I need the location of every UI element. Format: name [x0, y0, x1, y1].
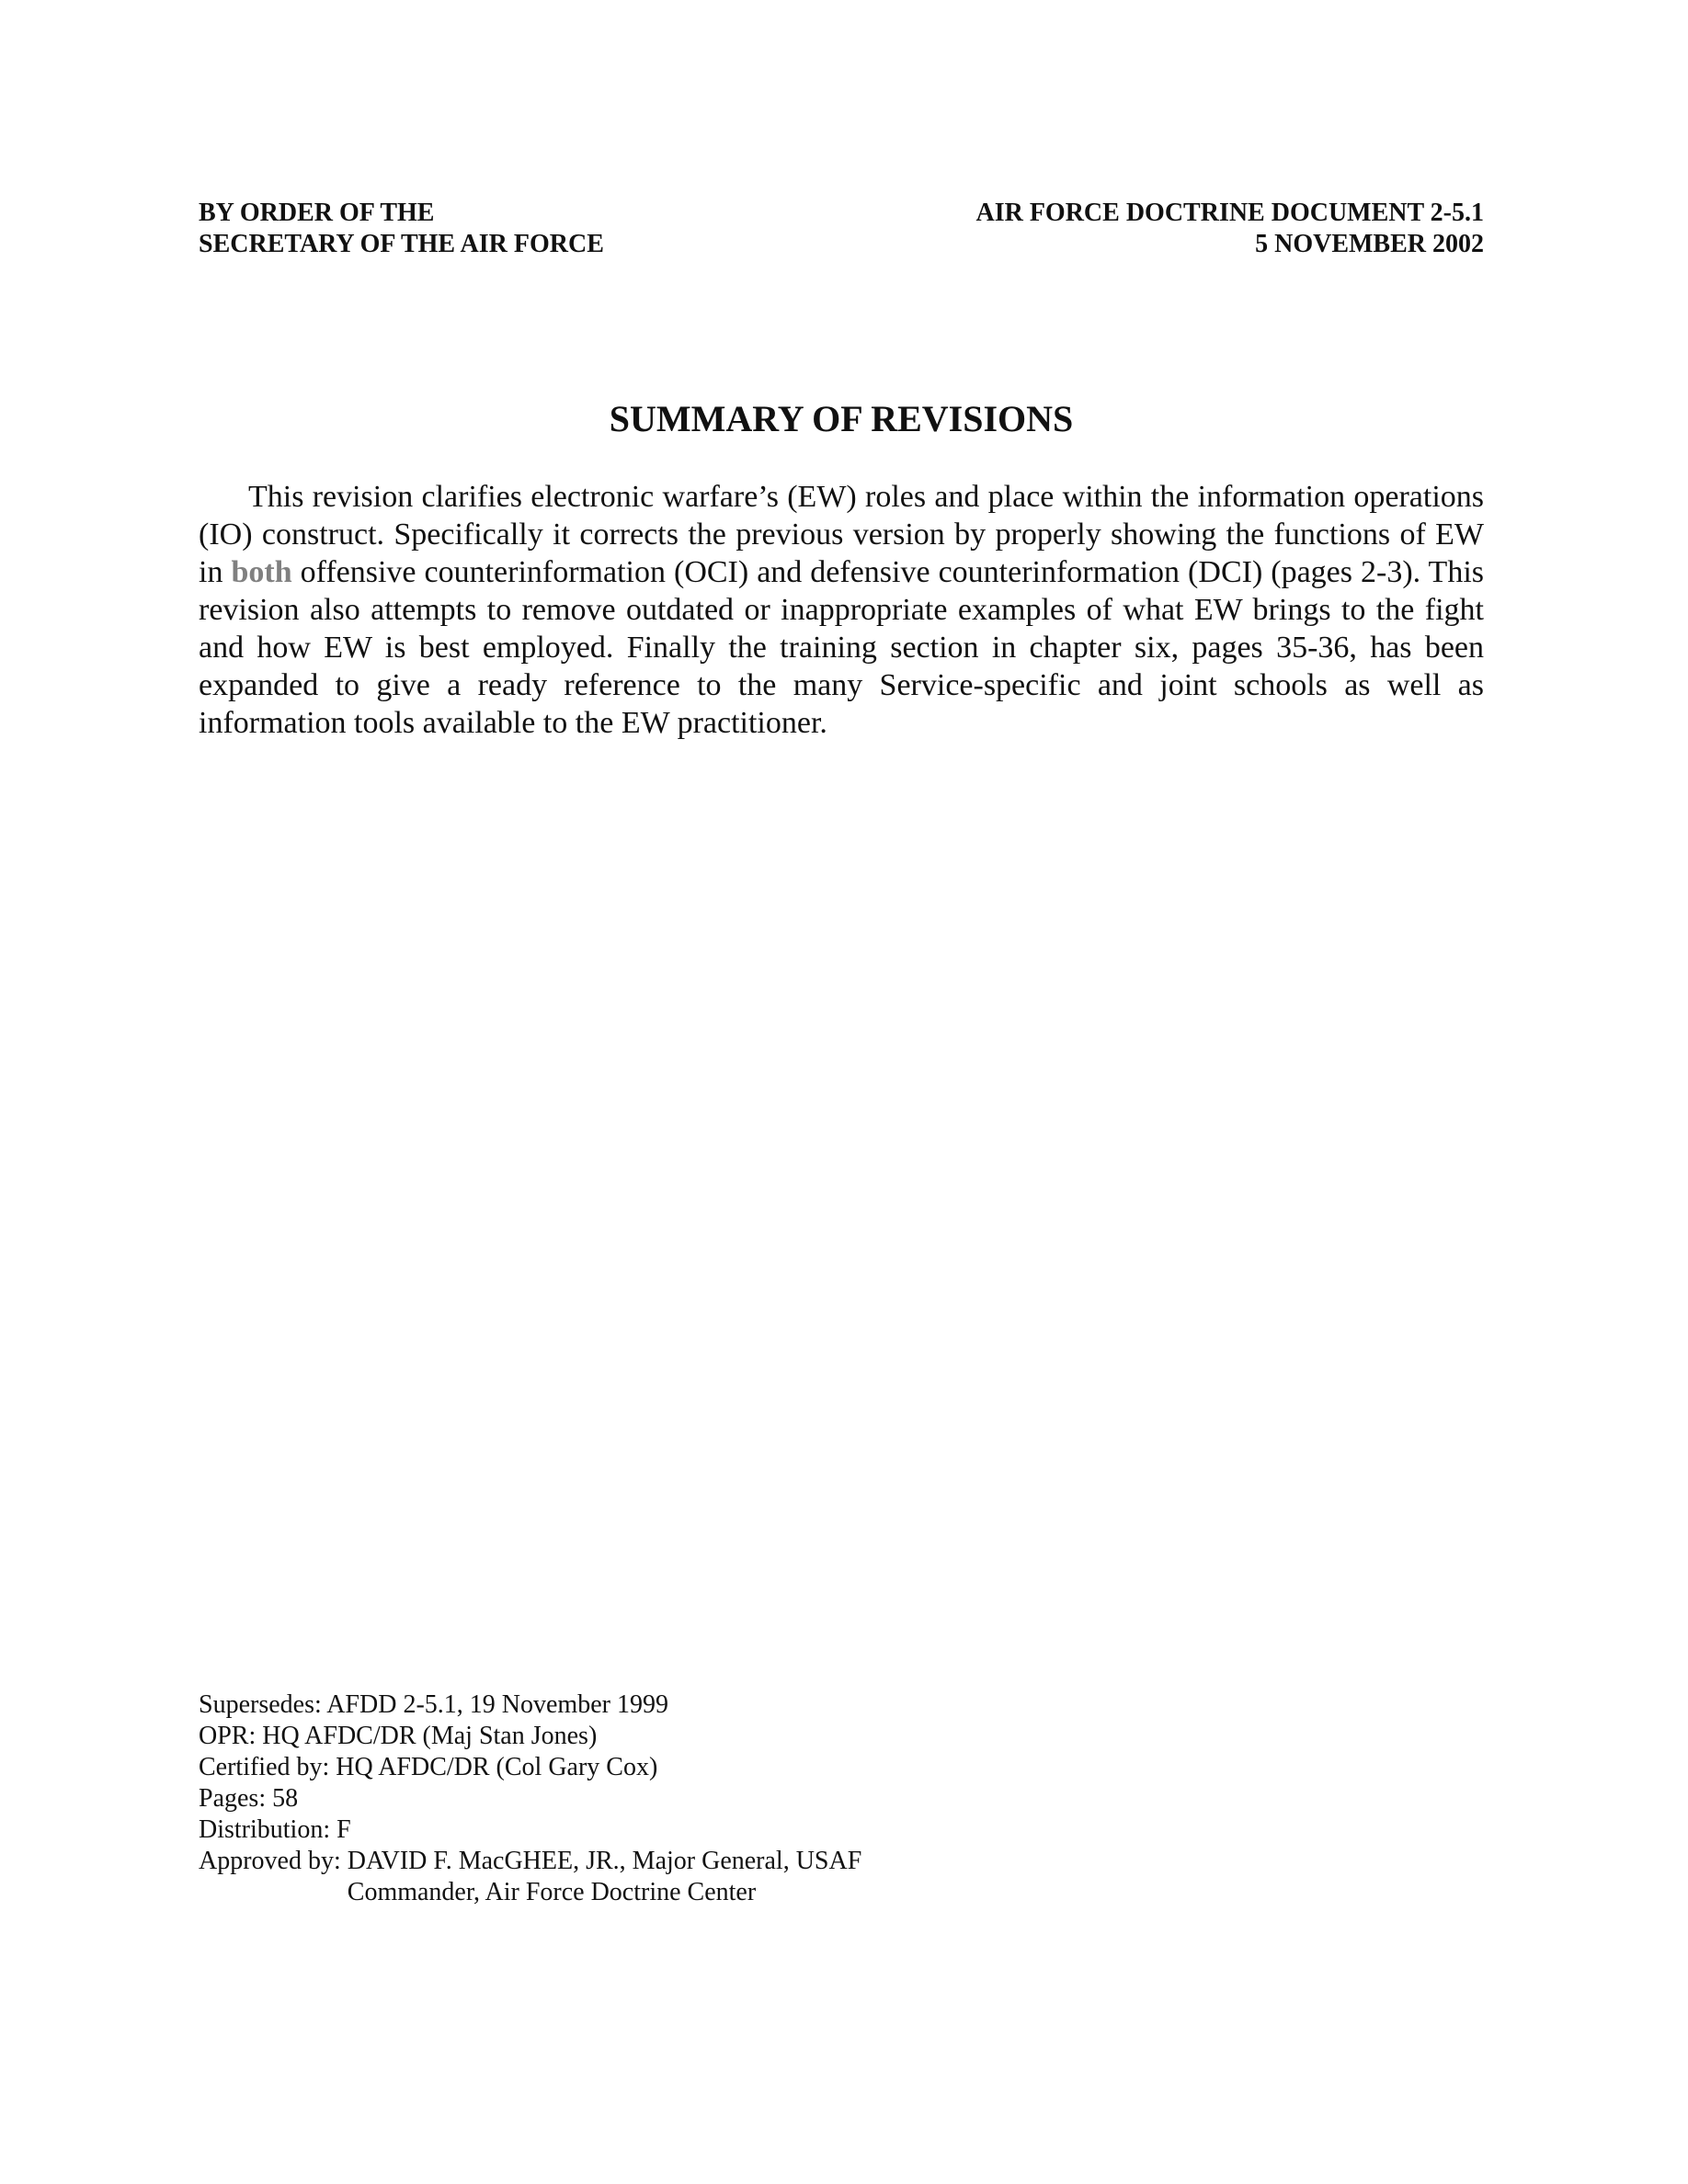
authority-line-1: BY ORDER OF THE — [199, 199, 435, 227]
summary-paragraph — [199, 478, 1484, 742]
approver — [348, 1846, 862, 1908]
document-date: 5 NOVEMBER 2002 — [1255, 230, 1484, 258]
summary-text-part-2: offensive counterinformation (OCI) and defensive counterinformation (DCI) (pages 2-3). This revision also attempts to remove outdated or inappropriate examples of what EW brings to the fight and how EW is best employed. Finally the training section in chapter six, pages 35-36, has been expanded to give a ready reference to the many Service-specific and joint schools as well as information tools available to the EW practitioner. — [199, 555, 1484, 740]
approver-title: Commander, Air Force Doctrine Center — [347, 1878, 757, 1906]
document-identifier — [975, 198, 1484, 260]
supersedes-line: Supersedes: AFDD 2-5.1, 19 November 1999 — [199, 1690, 668, 1719]
distribution-line: Distribution: F — [199, 1815, 351, 1844]
approved-label: Approved by: — [199, 1847, 348, 1875]
page-title: SUMMARY OF REVISIONS — [609, 398, 1074, 439]
certified-line: Certified by: HQ AFDC/DR (Col Gary Cox) — [199, 1753, 658, 1781]
opr-line: OPR: HQ AFDC/DR (Maj Stan Jones) — [199, 1722, 598, 1750]
pages-line: Pages: 58 — [199, 1784, 299, 1813]
approval-block — [199, 1846, 1302, 1908]
document-footer — [199, 1689, 1302, 1908]
document-header — [199, 198, 1484, 260]
summary-emphasis: both — [231, 555, 292, 589]
approver-name: DAVID F. MacGHEE, JR., Major General, USAF — [347, 1847, 862, 1875]
document-number: AIR FORCE DOCTRINE DOCUMENT 2-5.1 — [975, 199, 1484, 227]
summary-text-part-1: This revision clarifies electronic warfare’s (EW) roles and place within the information operations (IO) construct. Specifically it corrects the previous version by properly showing the functions of EW in — [199, 480, 1484, 589]
issuing-authority — [199, 198, 604, 260]
authority-line-2: SECRETARY OF THE AIR FORCE — [199, 230, 604, 258]
